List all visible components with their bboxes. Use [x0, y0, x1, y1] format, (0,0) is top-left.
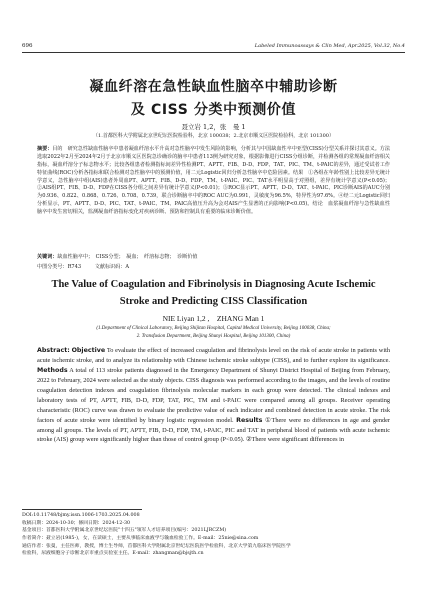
zh-title-line1: 凝血纤溶在急性缺血性脑卒中辅助诊断 — [89, 79, 338, 95]
zh-abstract-text: 目的 研究急性缺血性脑卒中患者凝血纤溶水平升高对急性脑卒中发生风险的影响，分析其与中国缺血性卒中亚型(CISS)分型关系并探讨其意义。方法 选取2022年2月至2024年2月于北京市顺义区医院急诊确诊的脑卒中患者113例为研究对象，根据影像进行CISS分组诊断，并检测各组的常规凝血纤溶相关指标，凝血纤溶分子标志物水平；比较各组患者检测指标间差异性检测PT、APTT、FIB、D-D、FDP、TAT、PIC、TM、t-PAIC的差异，通过受试者工作特征曲线(ROC)分析各指标和联合检测对急性脑卒中的预测价值，用二元Logistic回归分析急性脑卒中危险因素。结果 ①各组在年龄性别上比较差异无统计学意义，急性脑卒中组(AIS)患者外周血PT、APTT、FIB、D-D、FDP、TM、t-PAIC、PIC、TAT水平明显高于对照组，差异有统计学意义(P<0.05)；②AIS组PT、FIB、D-D、FDP在CISS各分组之间差异有统计学意义(P<0.01)；③ROC显示PT、APTT、D-D、TAT、t-PAIC、PIC诊断AIS的AUC分别为0.936、0.822、0.868、0.726、0.708、0.739，联合诊断脑卒中的ROC AUC为0.991，灵敏度为96.5%，特异性为97.6%。④经二元Logistic回归分析显示，PT、APTT、D-D、PIC、TAT、t-PAIC、TM、PAIC高值压升高为会对AIS产生显著的正向影响(P<0.05)。结论 血浆凝血纤溶与急性缺血性脑卒中发生密切相关，监测凝血纤溶指标变化对疾病诊断、预防和控制具有重要的临床诊断价值。 — [37, 146, 396, 216]
footnote-rule — [22, 509, 142, 510]
zh-keywords-label: 关键词： — [37, 254, 58, 260]
en-title-line2: Stroke and Predicting CISS Classification — [119, 296, 308, 307]
en-methods-text: A total of 113 stroke patients diagnosed in the Emergency Department of Shunyi District Hospital of Beijing from February, 2022 to February, 2024 were selected as the study objects. CISS diagnosis was performed according to the images, and the levels of routine coagulation detection indexes and coagulation fibrinolysis molecular markers in each group were detected. The clinical indexes and laboratory tests of PT, APTT, FIB, D-D, FDP, TAT, PIC, TM and t-PAIC were compared among all groups. Receiver operating characteristic (ROC) curve was drawn to evaluate the predictive value of each indicator and combined detection in acute stroke. The risk factors of acute stroke were identified by binary logistic regression model. — [37, 366, 390, 424]
corresponding-author-1: 通信作者：张曼，主任医师，教授，博士生导师，首都医科大学附属北京世纪坛医院医学检验科，北京大学第九临床医学院医学 — [22, 543, 291, 549]
en-authors: NIE Liyan 1,2 , ZHANG Man 1 — [162, 314, 265, 323]
zh-authors: 聂立岩 1,2，张 曼 1 — [181, 123, 246, 131]
funding: 基金项目：首都医科大学附属北京世纪坛医院"十四五"领军人才培养项目(编号：2021LJRCZM) — [22, 528, 227, 534]
received-date: 收稿日期：2024-10-30；修回日期：2024-12-30 — [22, 520, 131, 526]
classification-row — [37, 263, 390, 270]
zh-abstract — [37, 146, 396, 217]
en-objective-text: To evaluate the effect of increased coagulation and fibrinolysis level on the risk of acute stroke in patients with acute ischemic stroke, and to analyze its relationship with Chinese ischemic stroke subtype (CISS), and to further explore its significance. — [37, 347, 390, 364]
zh-title-line2: 及 CISS 分类中预测价值 — [130, 102, 297, 118]
en-results-label: Results — [236, 416, 263, 424]
corresponding-author-2: 检验科，尿液细胞分子诊断北京市重点实验室主任。E-mail：zhangman@bjsjth.cn — [22, 551, 204, 557]
page-number: 696 — [22, 43, 33, 49]
en-abstract — [37, 346, 390, 445]
document-code: 文献标识码：A — [94, 264, 129, 270]
zh-keywords — [37, 253, 390, 260]
running-header-journal: Labeled Immunoassays & Clin Med, Apr.2025, Vol.32, No.4 — [254, 43, 405, 49]
zh-affiliation: （1.首都医科大学附属北京世纪坛医院检验科，北京 100038；2.北京市顺义区医院检验科，北京 101300） — [93, 133, 334, 139]
en-methods-label: Methods — [37, 366, 68, 374]
en-affiliation-2: 2. Transfusion Department, Beijing Shunyi Hospital, Beijing 101300, China) — [136, 334, 291, 339]
en-affiliation-1: (1.Department of Clinical Laboratory, Beijing Shijitan Hospital, Capital Medical University, Beijing 100038, China; — [96, 326, 331, 331]
author-note: 作者简介：聂立岩(1985-)，女，在读硕士，主要从事临床血液学与输血检验工作。E-mail：25nie@sina.com — [22, 536, 259, 542]
en-objective-label: Objective — [71, 347, 106, 354]
clc-number: 中图分类号：R743 — [37, 264, 82, 270]
en-results-text: ①There were no differences in age and gender among all groups. The levels of PT, APTT, FIB, D-D, FDP, TM, t-PAIC, PIC and TAT in peripheral blood of patients with acute ischemic stroke (AIS) group were significantly higher than those of control group (P<0.05). ②There were significant differences in — [37, 416, 391, 444]
zh-abstract-label: 摘要： — [37, 146, 53, 152]
zh-keywords-text: 缺血性脑卒中； CISS分型； 凝血； 纤溶标志物； 诊断价值 — [57, 254, 198, 260]
en-title-line1: The Value of Coagulation and Fibrinolysis in Diagnosing Acute Ischemic — [51, 279, 376, 290]
doi: DOI:10.11748/bjmy.issn.1006-1703.2025.04.008 — [22, 513, 140, 518]
footnotes — [22, 512, 405, 558]
header-rule — [22, 52, 405, 53]
en-abstract-label: Abstract: — [37, 347, 70, 354]
